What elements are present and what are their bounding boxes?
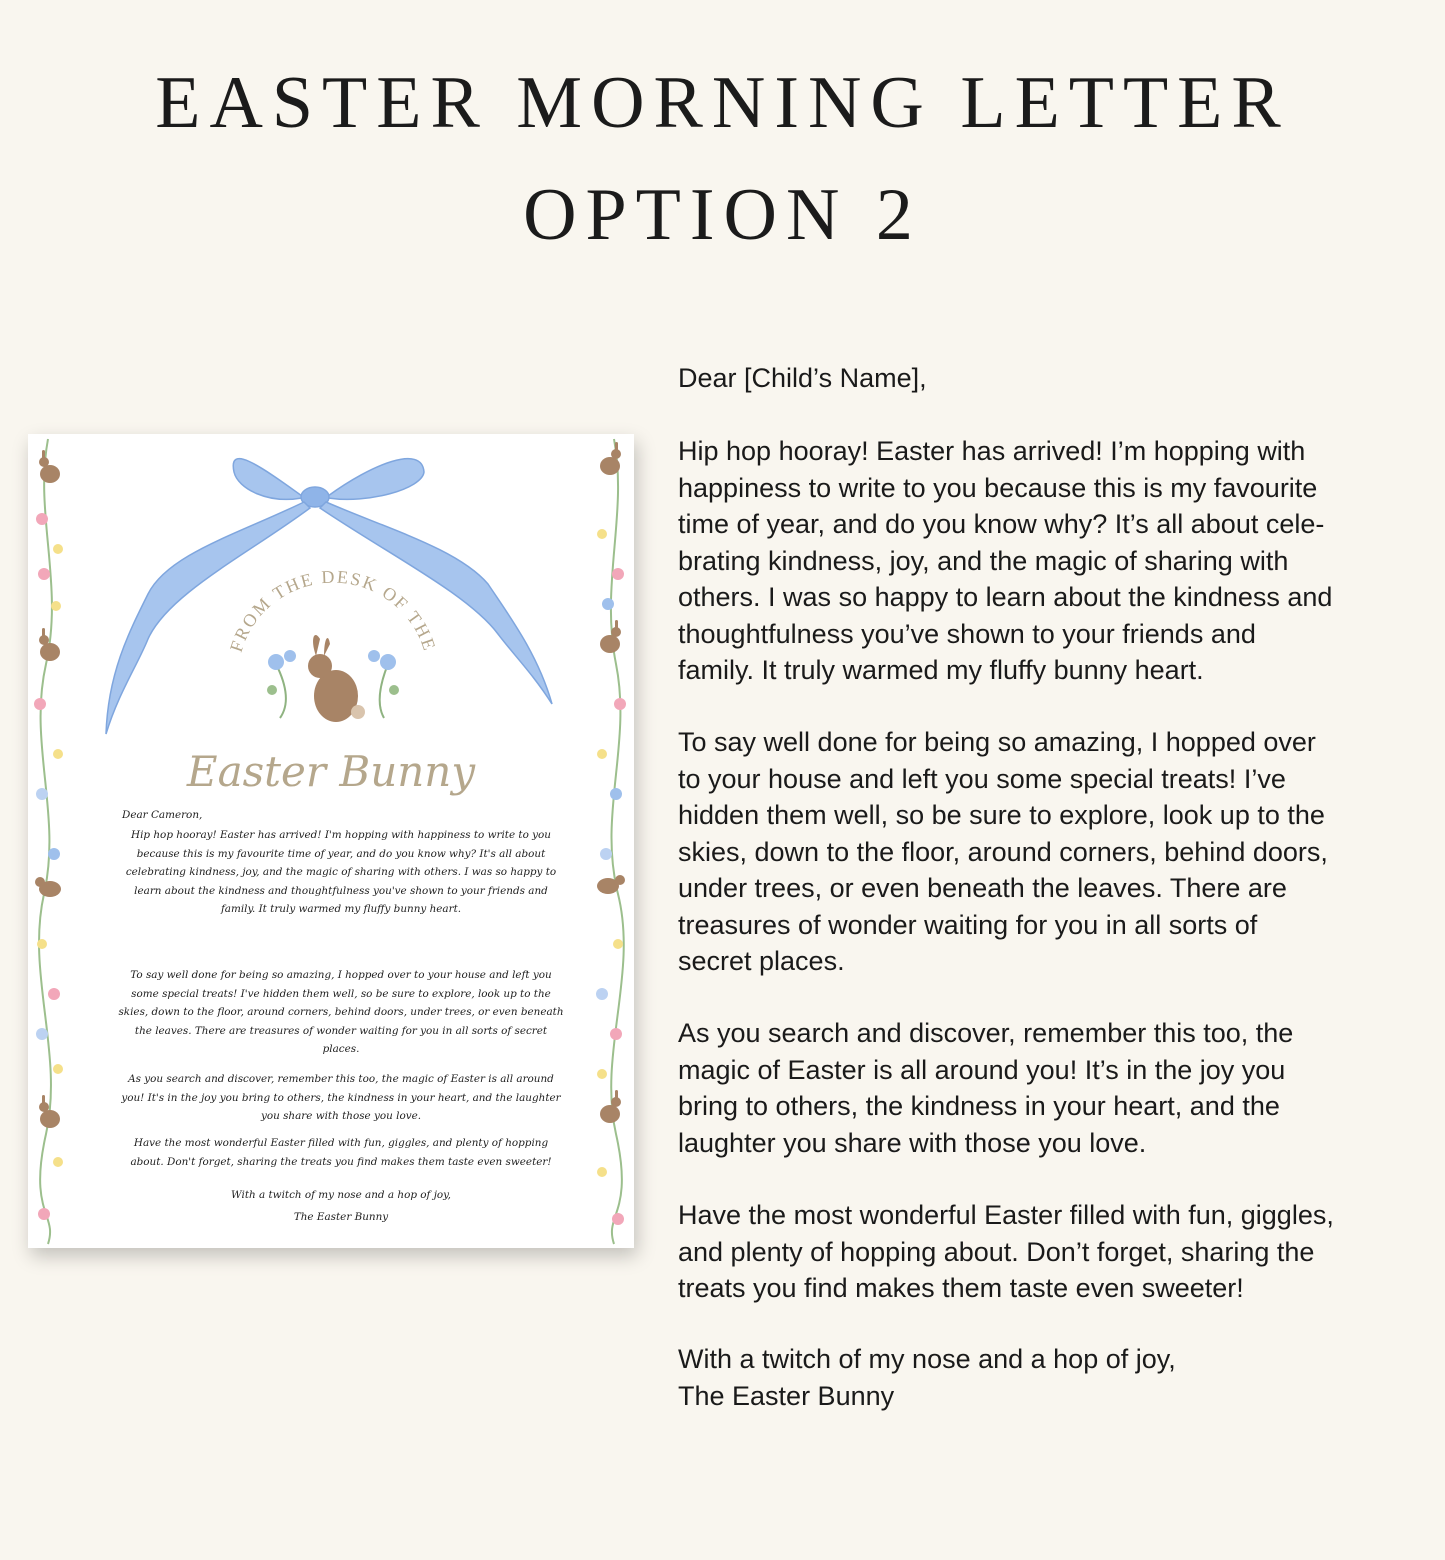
- preview-closing: With a twitch of my nose and a hop of joy,: [231, 1189, 451, 1201]
- page-title-line-1: EASTER MORNING LETTER: [155, 62, 1290, 144]
- letter-line: and plenty of hopping about. Don’t forget, sharing the: [678, 1236, 1315, 1267]
- flower-icon: [614, 698, 626, 710]
- letter-line: magic of Easter is all around you! It’s in the joy you: [678, 1054, 1286, 1085]
- letter-line: Have the most wonderful Easter filled with fun, giggles,: [678, 1200, 1334, 1230]
- letter-line: laughter you share with those you love.: [678, 1127, 1147, 1158]
- preview-paragraph-1: Hip hop hooray! Easter has arrived! I'm hopping with happiness to write to you because this is my favourite time of year, and do you know why? It's all about celebrating kindness, joy, and the magic of sharing with others. I was so happy to learn about the kindness and thoughtfulness you've shown to your friends and family. It truly warmed my fluffy bunny heart.: [125, 829, 557, 916]
- letter-line: Hip hop hooray! Easter has arrived! I’m hopping with: [678, 436, 1306, 466]
- letter-line: As you search and discover, remember this too, the: [678, 1018, 1294, 1048]
- letter-line: bring to others, the kindness in your heart, and the: [678, 1091, 1280, 1121]
- letter-line: To say well done for being so amazing, I hopped over: [678, 727, 1316, 757]
- chick-icon: [53, 1064, 63, 1074]
- bunny-icon: [39, 628, 60, 661]
- letter-signature: The Easter Bunny: [678, 1380, 895, 1411]
- flower-icon: [38, 568, 50, 580]
- left-floral-border: [34, 439, 63, 1244]
- bunny-icon: [39, 450, 60, 483]
- flower-icon: [48, 988, 60, 1000]
- center-bunny-icon: [308, 635, 365, 722]
- letter-line: thoughtfulness you’ve shown to your friends and: [678, 618, 1256, 649]
- preview-greeting: Dear Cameron,: [122, 809, 203, 821]
- flower-spray-left-icon: [267, 650, 296, 718]
- letter-line: skies, down to the floor, around corners, behind doors,: [678, 836, 1328, 867]
- letter-line: time of year, and do you know why? It’s all about cele-: [678, 509, 1325, 539]
- chick-icon: [597, 529, 607, 539]
- flower-icon: [36, 788, 48, 800]
- flower-icon: [34, 698, 46, 710]
- letter-sign-off: [678, 1341, 1438, 1414]
- chick-icon: [597, 1069, 607, 1079]
- page-title-line-2: OPTION 2: [523, 174, 922, 256]
- letter-line: others. I was so happy to learn about the kindness and: [678, 582, 1333, 612]
- letter-preview-card: [28, 434, 634, 1248]
- flower-icon: [613, 939, 623, 949]
- preview-paragraph-4: Have the most wonderful Easter filled with fun, giggles, and plenty of hopping about. Don't forget, sharing the treats you find makes them taste even sweeter!: [130, 1137, 552, 1168]
- bunny-icon: [35, 877, 61, 897]
- flower-icon: [36, 513, 48, 525]
- letter-line: to your house and left you some special treats! I’ve: [678, 763, 1286, 794]
- flower-icon: [37, 939, 47, 949]
- letter-closing: With a twitch of my nose and a hop of joy,: [678, 1344, 1176, 1374]
- letter-paragraph-3: [678, 1015, 1438, 1161]
- right-floral-border: [596, 439, 626, 1244]
- flower-icon: [53, 749, 63, 759]
- flower-icon: [596, 988, 608, 1000]
- easter-bunny-logo: Easter Bunny: [186, 747, 476, 796]
- flower-icon: [51, 601, 61, 611]
- bunny-icon: [597, 875, 625, 894]
- flower-icon: [612, 568, 624, 580]
- letter-paragraph-1: [678, 433, 1438, 689]
- desk-arc-text: FROM THE DESK OF THE: [225, 566, 441, 655]
- letter-greeting: Dear [Child’s Name],: [678, 363, 927, 393]
- letter-line: secret places.: [678, 946, 845, 976]
- letter-line: brating kindness, joy, and the magic of sharing with: [678, 545, 1289, 576]
- preview-paragraph-2: To say well done for being so amazing, I hopped over to your house and left you some special treats! I've hidden them well, so be sure to explore, look up to the skies, down to the floor, around corners, behind doors, under trees, or even beneath the leaves. There are treasures of wonder waiting for you in all sorts of secret places.: [118, 969, 564, 1056]
- flower-spray-right-icon: [368, 650, 399, 718]
- letter-line: treats you find makes them taste even sweeter!: [678, 1273, 1244, 1303]
- flower-icon: [36, 1028, 48, 1040]
- chick-icon: [597, 1167, 607, 1177]
- bunny-icon: [600, 442, 621, 475]
- letter-line: family. It truly warmed my fluffy bunny heart.: [678, 655, 1204, 685]
- flower-icon: [600, 848, 612, 860]
- chick-icon: [53, 544, 63, 554]
- flower-icon: [610, 1028, 622, 1040]
- preview-paragraph-3: As you search and discover, remember this too, the magic of Easter is all around you! It's in the joy you bring to others, the kindness in your heart, and the laughter you share with those you love.: [121, 1073, 561, 1123]
- chick-icon: [53, 1157, 63, 1167]
- preview-signature: The Easter Bunny: [293, 1211, 389, 1223]
- flower-icon: [610, 788, 622, 800]
- letter-line: happiness to write to you because this is my favourite: [678, 472, 1318, 503]
- flower-icon: [48, 848, 60, 860]
- letter-line: treasures of wonder waiting for you in all sorts of: [678, 909, 1258, 940]
- letter-paragraph-2: [678, 724, 1438, 980]
- flower-icon: [612, 1213, 624, 1225]
- letter-line: hidden them well, so be sure to explore, look up to the: [678, 800, 1325, 830]
- chick-icon: [597, 749, 607, 759]
- flower-icon: [602, 598, 614, 610]
- letter-paragraph-4: [678, 1197, 1438, 1307]
- letter-line: under trees, or even beneath the leaves. There are: [678, 873, 1287, 903]
- flower-icon: [38, 1208, 50, 1220]
- bunny-icon: [39, 1095, 60, 1128]
